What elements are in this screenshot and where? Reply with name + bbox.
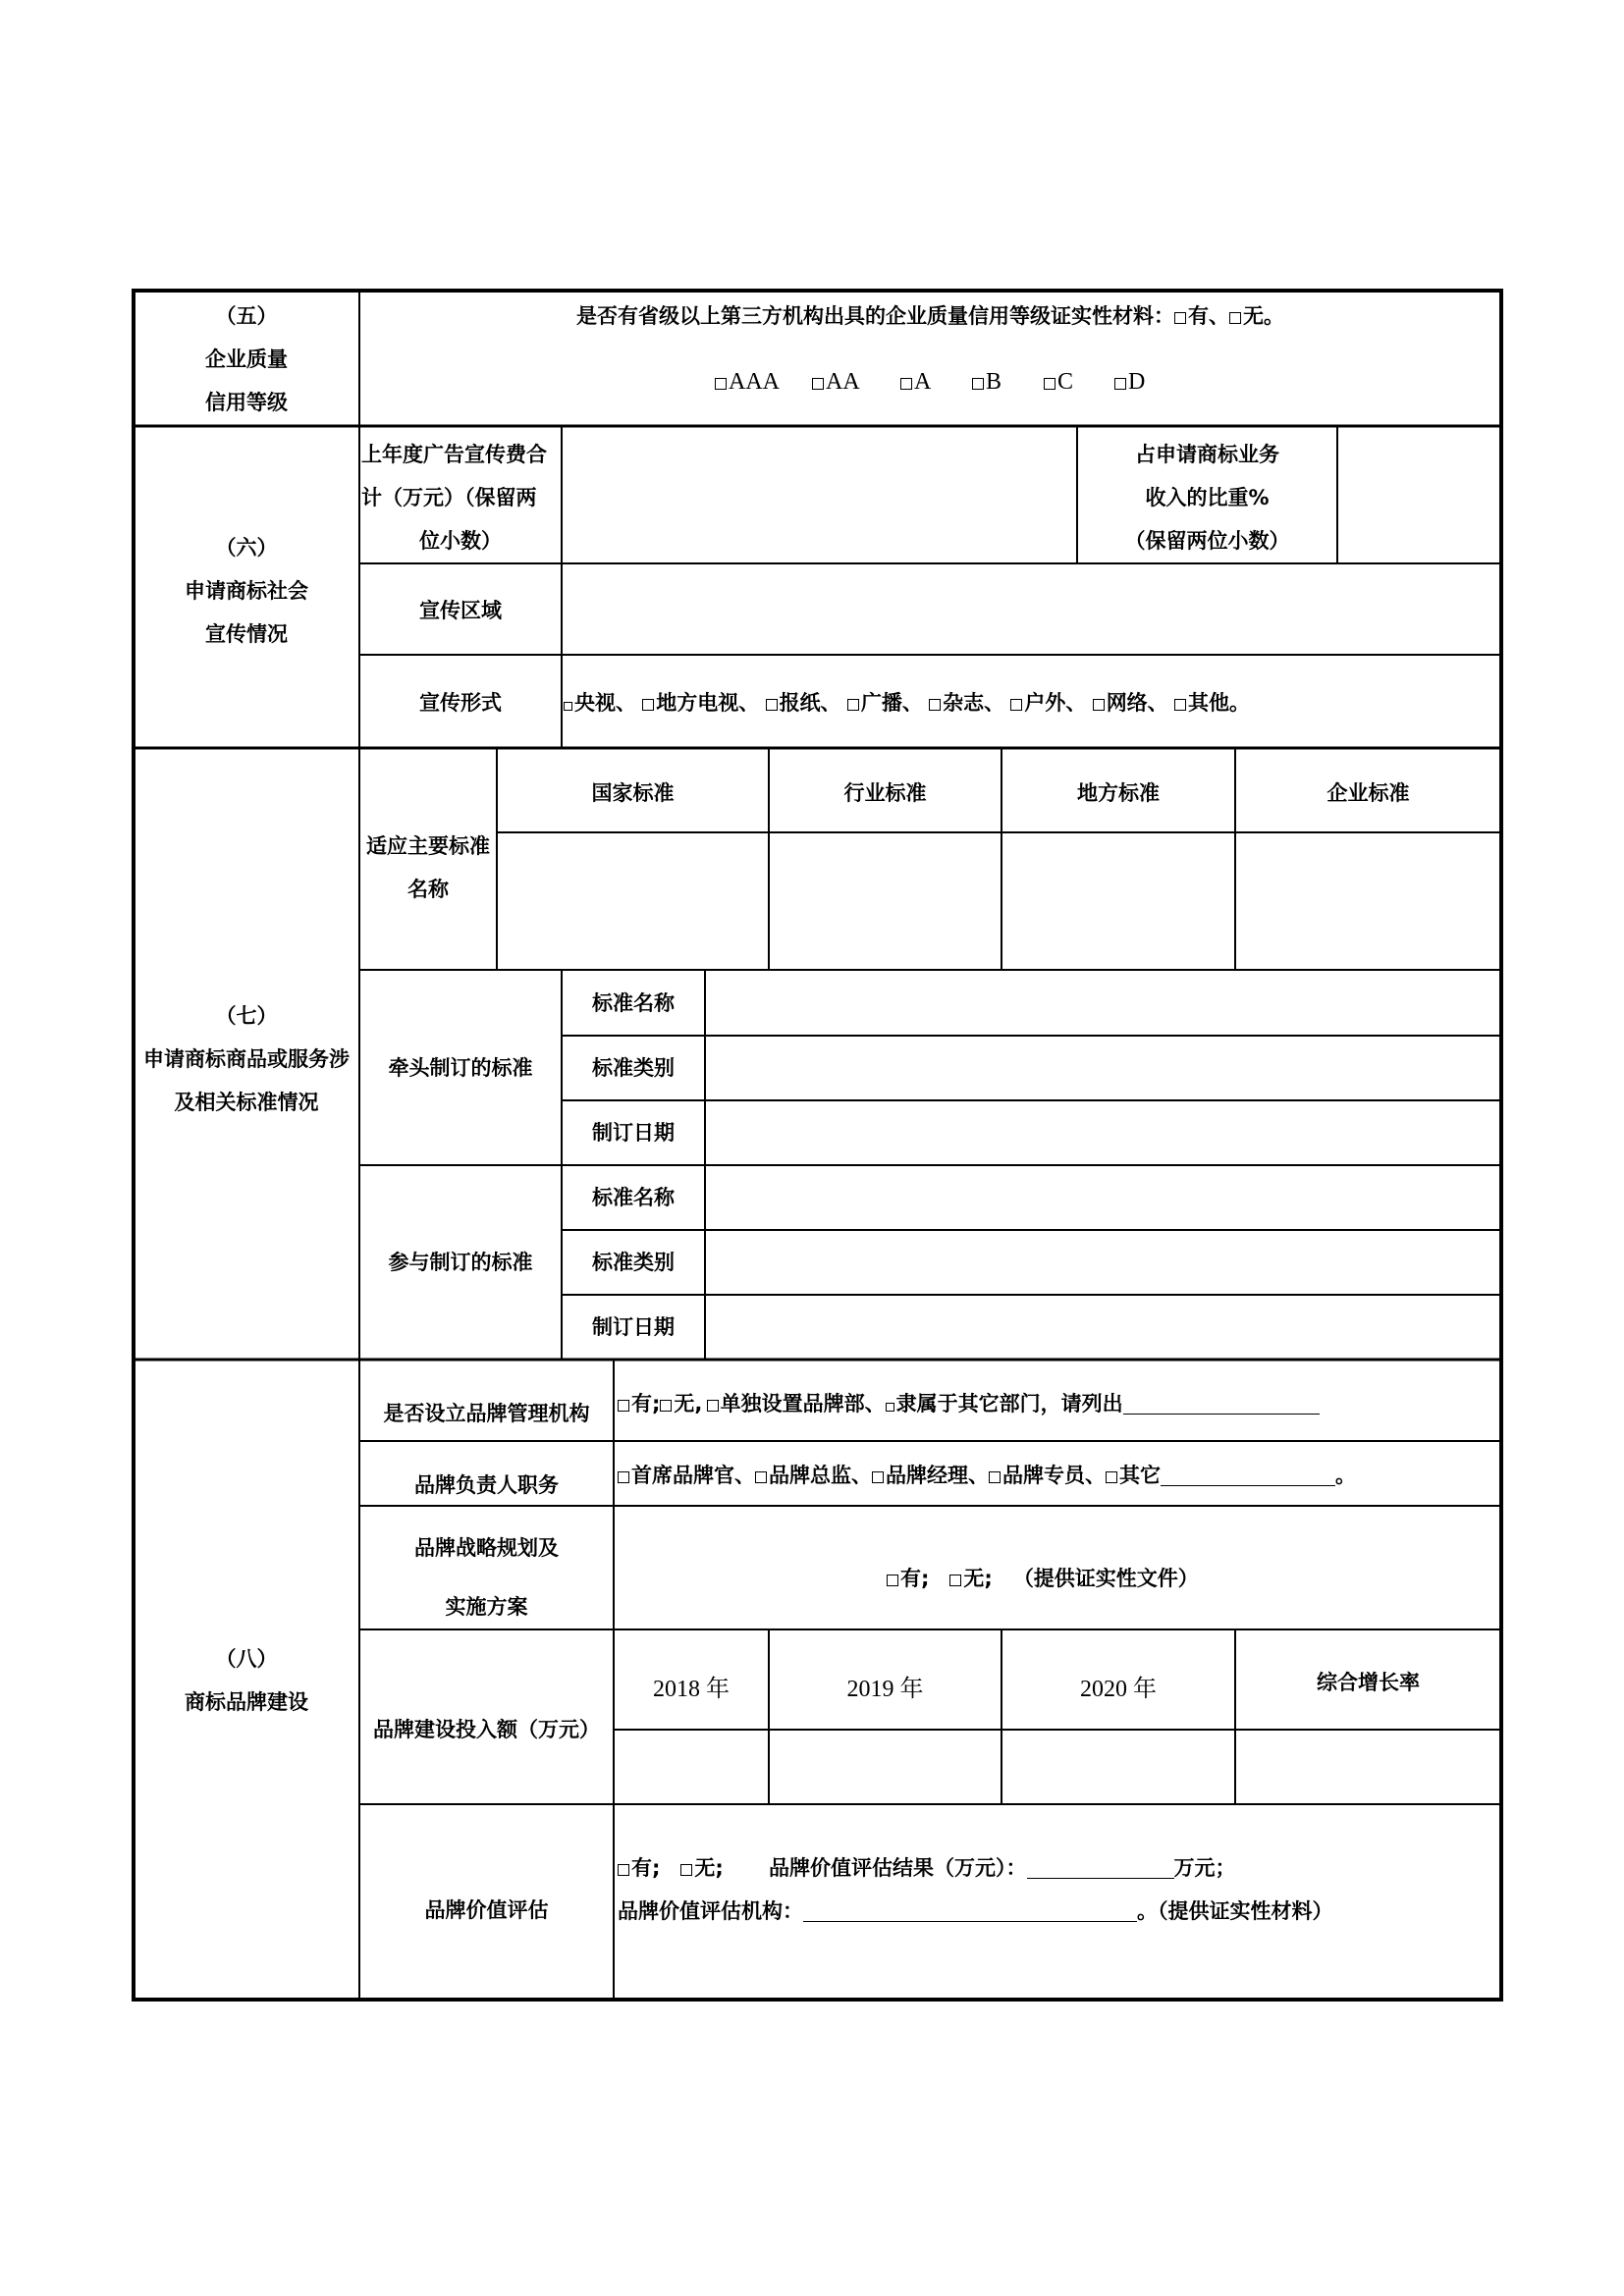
ratio-input[interactable] xyxy=(1339,428,1499,561)
eval-line-1: 有; 无; 品牌价值评估结果（万元）： 万元； xyxy=(618,1858,1236,1879)
std-local: 地方标准 xyxy=(1077,781,1160,805)
s8-label-1: （八） xyxy=(215,1647,278,1671)
ratio-label-2: 收入的比重% xyxy=(1145,486,1270,509)
part-std-name: 标准名称 xyxy=(592,1186,675,1209)
checkbox-internet[interactable] xyxy=(1093,699,1105,711)
eval-result-blank[interactable] xyxy=(1027,1860,1174,1879)
checkbox-no[interactable] xyxy=(1229,312,1241,324)
head-other-blank[interactable] xyxy=(1161,1468,1335,1486)
form-label: 宣传形式 xyxy=(419,691,502,715)
s5-question: 是否有省级以上第三方机构出具的企业质量信用等级证实性材料： xyxy=(576,304,1174,328)
checkbox-radio[interactable] xyxy=(847,699,859,711)
s7-label-2: 申请商标商品或服务涉 xyxy=(143,1047,350,1071)
lead-std-category: 标准类别 xyxy=(592,1056,675,1080)
main-std-label-2: 名称 xyxy=(407,878,449,901)
s5-label-3: 信用等级 xyxy=(205,391,288,414)
mgmt-dept-blank[interactable] xyxy=(1123,1396,1320,1415)
checkbox-brand-specialist[interactable] xyxy=(989,1471,1001,1483)
year-2019: 2019 年 xyxy=(846,1677,924,1702)
year-2018: 2018 年 xyxy=(653,1677,730,1702)
grade-c: C xyxy=(1044,370,1073,394)
checkbox-mgmt-subordinate[interactable] xyxy=(886,1403,894,1412)
ad-cost-input[interactable] xyxy=(564,428,1075,561)
part-std-category: 标准类别 xyxy=(592,1251,675,1274)
std-national: 国家标准 xyxy=(591,781,675,805)
plan-question-1: 品牌战略规划及 xyxy=(414,1536,559,1560)
mgmt-options: 有; 无, 单独设置品牌部、 隶属于其它部门，请列出 xyxy=(618,1394,1320,1415)
ad-cost-label-1: 上年度广告宣传费合 xyxy=(361,443,547,466)
checkbox-a[interactable] xyxy=(900,378,912,390)
region-label: 宣传区域 xyxy=(419,599,502,622)
checkbox-outdoor[interactable] xyxy=(1010,699,1022,711)
plan-question-2: 实施方案 xyxy=(445,1595,528,1619)
lead-std-name: 标准名称 xyxy=(592,991,675,1015)
s8-label-2: 商标品牌建设 xyxy=(185,1690,308,1714)
growth-rate: 综合增长率 xyxy=(1317,1671,1420,1694)
checkbox-other[interactable] xyxy=(1174,699,1186,711)
checkbox-plan-yes[interactable] xyxy=(887,1575,898,1586)
grade-a: A xyxy=(900,370,931,394)
lead-std-label: 牵头制订的标准 xyxy=(388,1056,533,1080)
form-options: 央视、 地方电视、 报纸、 广播、 杂志、 户外、 网络、 其他。 xyxy=(564,693,1250,714)
plan-options: 有; 无; （提供证实性文件） xyxy=(887,1569,1199,1589)
grade-d: D xyxy=(1114,370,1145,394)
checkbox-eval-no[interactable] xyxy=(680,1864,692,1876)
checkbox-mgmt-no[interactable] xyxy=(660,1400,672,1412)
checkbox-eval-yes[interactable] xyxy=(618,1864,629,1876)
head-options: 首席品牌官、 品牌总监、 品牌经理、 品牌专员、 其它 。 xyxy=(618,1466,1356,1486)
part-std-date: 制订日期 xyxy=(592,1315,675,1339)
checkbox-yes[interactable] xyxy=(1174,312,1186,324)
s7-label-3: 及相关标准情况 xyxy=(174,1091,319,1114)
main-std-label-1: 适应主要标准 xyxy=(366,834,490,858)
checkbox-aaa[interactable] xyxy=(715,378,727,390)
eval-org-blank[interactable] xyxy=(803,1903,1137,1922)
s5-label-1: （五） xyxy=(215,304,278,328)
s5-label-2: 企业质量 xyxy=(205,347,288,371)
checkbox-c[interactable] xyxy=(1044,378,1056,390)
s5-opt-yes: 有、 xyxy=(1188,304,1229,328)
lead-std-date: 制订日期 xyxy=(592,1121,675,1145)
ratio-label-3: （保留两位小数） xyxy=(1124,529,1290,553)
checkbox-cbo[interactable] xyxy=(618,1471,629,1483)
checkbox-cctv[interactable] xyxy=(564,702,572,711)
ratio-label-1: 占申请商标业务 xyxy=(1135,443,1279,466)
invest-question: 品牌建设投入额（万元） xyxy=(373,1718,600,1741)
mgmt-question: 是否设立品牌管理机构 xyxy=(383,1402,590,1425)
eval-line-2: 品牌价值评估机构： 。（提供证实性材料） xyxy=(618,1899,1333,1923)
checkbox-mgmt-yes[interactable] xyxy=(618,1400,629,1412)
checkbox-newspaper[interactable] xyxy=(766,699,778,711)
s5-opt-no: 无。 xyxy=(1243,304,1284,328)
checkbox-b[interactable] xyxy=(972,378,984,390)
checkbox-aa[interactable] xyxy=(812,378,824,390)
ad-cost-label-2: 计（万元）（保留两 xyxy=(361,486,537,509)
s7-label-1: （七） xyxy=(215,1004,278,1028)
std-industry: 行业标准 xyxy=(843,781,927,805)
ad-cost-label-3: 位小数） xyxy=(419,529,502,553)
checkbox-brand-manager[interactable] xyxy=(872,1471,884,1483)
checkbox-local-tv[interactable] xyxy=(642,699,654,711)
s6-label-3: 宣传情况 xyxy=(205,622,288,646)
part-std-label: 参与制订的标准 xyxy=(388,1251,533,1274)
year-2020: 2020 年 xyxy=(1080,1677,1157,1702)
region-input[interactable] xyxy=(564,565,1499,653)
s5-question-line xyxy=(359,306,1501,327)
checkbox-mgmt-separate[interactable] xyxy=(707,1400,719,1412)
std-enterprise: 企业标准 xyxy=(1326,781,1410,805)
s6-label-1: （六） xyxy=(215,536,278,560)
checkbox-plan-no[interactable] xyxy=(949,1575,961,1586)
s6-label-2: 申请商标社会 xyxy=(185,579,308,603)
checkbox-brand-director[interactable] xyxy=(755,1471,767,1483)
grade-b: B xyxy=(972,370,1001,394)
grade-aa: AA xyxy=(812,370,860,394)
checkbox-magazine[interactable] xyxy=(929,699,941,711)
eval-question: 品牌价值评估 xyxy=(424,1898,549,1922)
checkbox-d[interactable] xyxy=(1114,378,1126,390)
head-question: 品牌负责人职务 xyxy=(414,1473,559,1497)
checkbox-head-other[interactable] xyxy=(1106,1471,1117,1483)
grade-aaa: AAA xyxy=(715,370,780,394)
